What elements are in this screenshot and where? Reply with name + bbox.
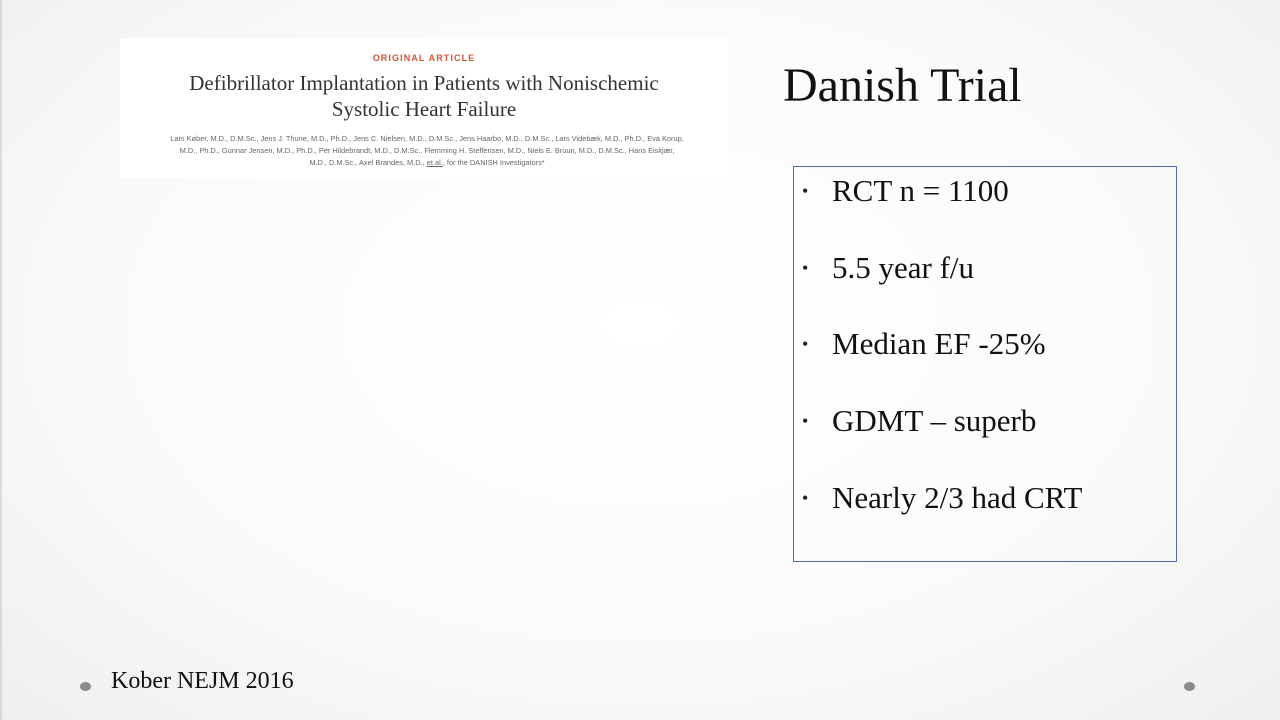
bullet-text: 5.5 year f/u (832, 250, 975, 285)
article-authors-line-2: M.D., Ph.D., Gunnar Jensen, M.D., Ph.D., Per Hildebrandt, M.D., D.M.Sc., Flemming H. Steffensen, M.D., Niels E. Bruun, M.D., D.M.Sc., Hans Eiskjær, (179, 146, 675, 155)
bullet-dot-icon: • (802, 333, 809, 354)
bullet-item (802, 478, 1082, 518)
bullet-item (802, 401, 1036, 441)
footer-right-dot-icon (1184, 682, 1195, 691)
article-authors-line-3-pre: M.D., D.M.Sc., Axel Brandes, M.D., (309, 158, 425, 167)
bullet-text: GDMT – superb (832, 403, 1037, 438)
article-headline (120, 70, 728, 122)
article-authors (134, 133, 720, 169)
slide-footer-citation: Kober NEJM 2016 (111, 668, 294, 694)
footer-left-dot-icon (80, 682, 91, 691)
bullet-dot-icon: • (802, 487, 809, 508)
article-header-image (120, 38, 728, 178)
article-authors-line-3 (134, 157, 720, 169)
slide-title: Danish Trial (783, 59, 1022, 112)
bullet-item (802, 171, 1009, 211)
bullet-dot-icon: • (802, 257, 809, 278)
bullet-item (802, 324, 1046, 364)
bullet-text: Nearly 2/3 had CRT (832, 480, 1083, 515)
bullet-dot-icon: • (802, 410, 809, 431)
article-authors-line-3-post: , for the DANISH Investigators* (442, 158, 545, 167)
bullet-dot-icon: • (802, 180, 809, 201)
article-authors-line-1: Lars Køber, M.D., D.M.Sc., Jens J. Thune, M.D., Ph.D., Jens C. Nielsen, M.D., D.M.Sc., Jens Haarbo, M.D., D.M.Sc., Lars Videbæk, M.D., Ph.D., Eva Korup, (170, 134, 684, 143)
article-authors-etal-link[interactable]: et al. (426, 158, 443, 167)
slide-edge-shadow (0, 0, 3, 720)
article-kicker: ORIGINAL ARTICLE (372, 53, 476, 63)
bullet-text: Median EF -25% (832, 326, 1046, 361)
bullet-box (793, 166, 1177, 562)
article-headline-line-1: Defibrillator Implantation in Patients with Nonischemic (189, 71, 659, 95)
bullet-item (802, 248, 974, 288)
bullet-text: RCT n = 1100 (832, 173, 1009, 208)
article-headline-line-2: Systolic Heart Failure (331, 97, 517, 121)
